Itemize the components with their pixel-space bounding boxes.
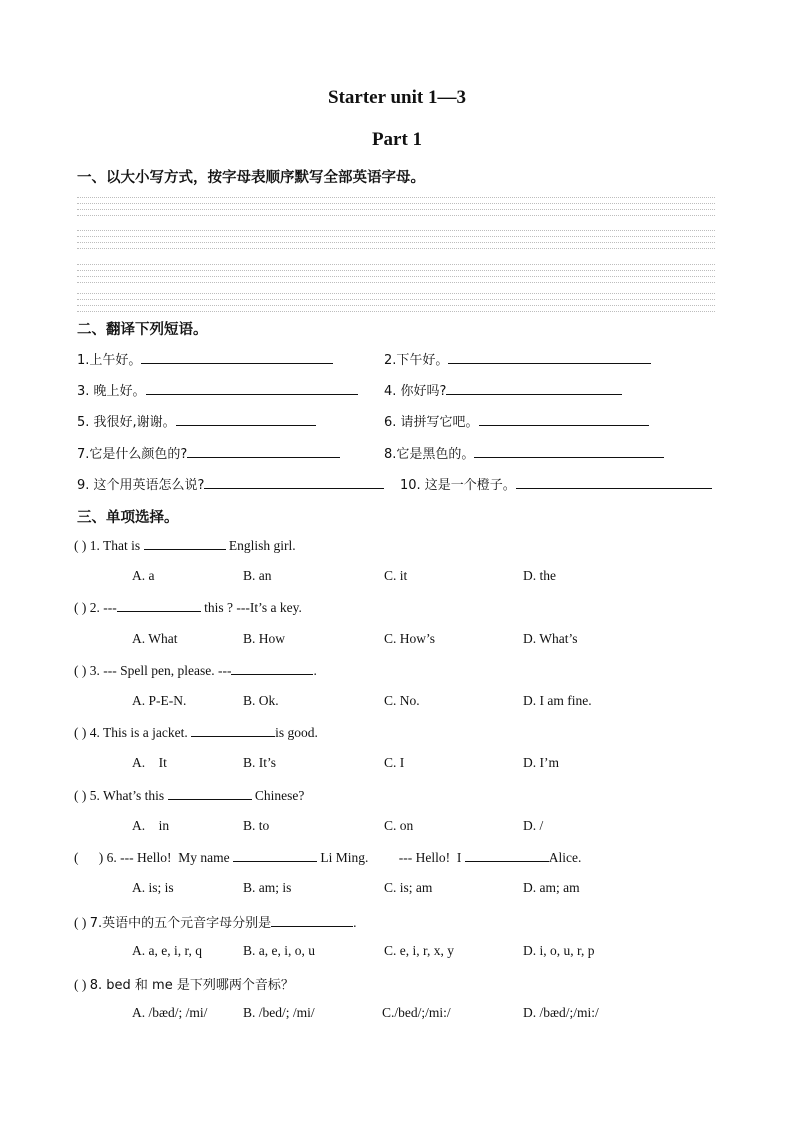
answer-blank[interactable] — [168, 787, 252, 800]
section-2-heading: 二、翻译下列短语。 — [77, 322, 208, 338]
question-1: ( ) 1. That is English girl. — [74, 538, 296, 553]
answer-paren[interactable]: ( ) — [74, 600, 87, 615]
translate-item: 5. 我很好,谢谢。 — [77, 411, 316, 430]
option-d[interactable]: D. What’s — [523, 631, 578, 646]
option-d[interactable]: D. I am fine. — [523, 693, 592, 708]
option-c[interactable]: C. How’s — [384, 631, 436, 646]
option-a[interactable]: A. It — [132, 755, 167, 770]
option-b[interactable]: B. How — [243, 631, 286, 646]
answer-blank[interactable] — [271, 914, 353, 927]
answer-blank[interactable] — [446, 382, 622, 395]
answer-blank[interactable] — [465, 849, 549, 862]
answer-blank[interactable] — [204, 476, 384, 489]
part-title: Part 1 — [371, 129, 423, 150]
option-d[interactable]: D. the — [523, 568, 556, 583]
answer-paren[interactable]: ( ) — [74, 663, 87, 678]
option-b[interactable]: B. It’s — [243, 755, 277, 770]
answer-blank[interactable] — [479, 413, 649, 426]
answer-paren[interactable]: ( ) — [74, 977, 87, 992]
option-a[interactable]: A. is; is — [132, 880, 174, 895]
question-3: ( ) 3. --- Spell pen, please. --- . — [74, 663, 317, 678]
option-a[interactable]: A. /bæd/; /mi/ — [132, 1005, 208, 1020]
translate-item: 2.下午好。 — [384, 349, 651, 368]
option-c[interactable]: C. is; am — [384, 880, 433, 895]
question-4: ( ) 4. This is a jacket. is good. — [74, 725, 318, 740]
option-d[interactable]: D. i, o, u, r, p — [523, 943, 595, 958]
answer-blank[interactable] — [117, 599, 201, 612]
option-d[interactable]: D. I’m — [523, 755, 559, 770]
answer-blank[interactable] — [191, 724, 275, 737]
answer-blank[interactable] — [231, 662, 313, 675]
option-d[interactable]: D. / — [523, 818, 544, 833]
question-7: ( ) 7.英语中的五个元音字母分别是 . — [74, 915, 357, 931]
answer-blank[interactable] — [176, 413, 316, 426]
option-b[interactable]: B. /bed/; /mi/ — [243, 1005, 315, 1020]
answer-blank[interactable] — [144, 537, 226, 550]
option-a[interactable]: A. a — [132, 568, 155, 583]
question-2: ( ) 2. --- this ? ---It’s a key. — [74, 600, 302, 615]
option-a[interactable]: A. P-E-N. — [132, 693, 187, 708]
option-b[interactable]: B. an — [243, 568, 272, 583]
question-5: ( ) 5. What’s this Chinese? — [74, 788, 305, 803]
option-c[interactable]: C./bed/;/mi:/ — [382, 1005, 451, 1020]
option-a[interactable]: A. a, e, i, r, q — [132, 943, 202, 958]
answer-blank[interactable] — [233, 849, 317, 862]
option-d[interactable]: D. am; am — [523, 880, 580, 895]
option-c[interactable]: C. I — [384, 755, 405, 770]
translate-item: 7.它是什么颜色的? — [77, 443, 340, 462]
translate-item: 8.它是黑色的。 — [384, 443, 664, 462]
translate-item: 3. 晚上好。 — [77, 380, 358, 399]
answer-blank[interactable] — [187, 445, 340, 458]
page-title: Starter unit 1—3 — [328, 87, 466, 108]
option-a[interactable]: A. What — [132, 631, 178, 646]
answer-blank[interactable] — [141, 351, 333, 364]
option-b[interactable]: B. am; is — [243, 880, 292, 895]
question-8: ( ) 8. bed 和 me 是下列哪两个音标？ — [74, 977, 294, 993]
answer-blank[interactable] — [474, 445, 664, 458]
section-3-heading: 三、单项选择。 — [77, 510, 179, 526]
translate-item: 4. 你好吗? — [384, 380, 622, 399]
translate-item: 1.上午好。 — [77, 349, 333, 368]
answer-paren[interactable]: ( ) — [74, 725, 87, 740]
option-c[interactable]: C. it — [384, 568, 408, 583]
option-c[interactable]: C. on — [384, 818, 414, 833]
option-b[interactable]: B. a, e, i, o, u — [243, 943, 315, 958]
option-b[interactable]: B. to — [243, 818, 270, 833]
answer-blank[interactable] — [146, 382, 358, 395]
translate-item: 10. 这是一个橙子。 — [400, 474, 712, 493]
answer-paren[interactable]: ( ) — [74, 788, 87, 803]
translate-item: 9. 这个用英语怎么说? — [77, 474, 384, 493]
option-b[interactable]: B. Ok. — [243, 693, 279, 708]
option-c[interactable]: C. No. — [384, 693, 420, 708]
answer-blank[interactable] — [448, 351, 651, 364]
section-1-heading: 一、以大小写方式，按字母表顺序默写全部英语字母。 — [77, 170, 425, 186]
question-6: ( ) 6. --- Hello! My name Li Ming. --- Hello! I Alice. — [74, 850, 582, 865]
option-c[interactable]: C. e, i, r, x, y — [384, 943, 454, 958]
answer-paren[interactable]: ( ) — [74, 538, 87, 553]
answer-paren[interactable]: ( ) — [74, 850, 104, 865]
translate-item: 6. 请拼写它吧。 — [384, 411, 649, 430]
answer-blank[interactable] — [516, 476, 712, 489]
answer-paren[interactable]: ( ) — [74, 915, 87, 930]
option-d[interactable]: D. /bæd/;/mi:/ — [523, 1005, 599, 1020]
option-a[interactable]: A. in — [132, 818, 170, 833]
